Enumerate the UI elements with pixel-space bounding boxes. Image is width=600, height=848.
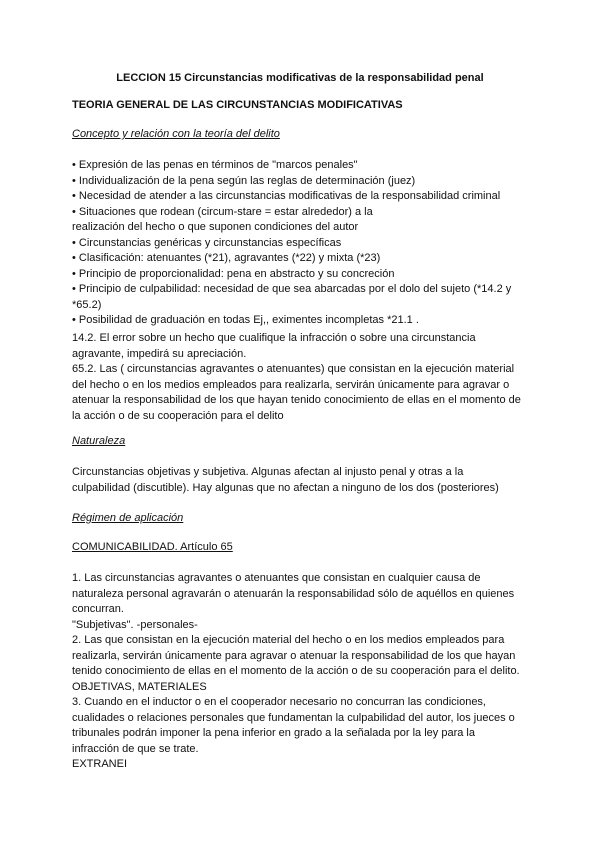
list-item: • Principio de proporcionalidad: pena en abstracto y su concreción: [72, 267, 395, 280]
text-line: "Subjetivas". -personales-: [72, 618, 198, 631]
text-line: tenido conocimiento de ellas en el momento de la acción o de su cooperación para el delito.: [72, 665, 520, 677]
text-line: 65.2. Las ( circunstancias agravantes o atenuantes) que consistan en la ejecución material: [72, 363, 515, 375]
text-line: del hecho o en los medios empleados para realizarla, servirán únicamente para agravar o: [72, 378, 510, 391]
bullet-list: [72, 158, 542, 329]
text-line: 14.2. El error sobre un hecho que cualifique la infracción o sobre una circunstancia: [72, 332, 476, 344]
list-item: • Expresión de las penas en términos de "marcos penales": [72, 159, 358, 171]
text-line: 1. Las circunstancias agravantes o atenuantes que consistan en cualquier causa de: [72, 572, 481, 584]
list-item: • Situaciones que rodean (circum-stare = estar alrededor) a la: [72, 205, 373, 218]
text-line: culpabilidad (discutible). Hay algunas que no afectan a ninguno de los dos (posteriores): [72, 481, 499, 494]
text-line: infracción de que se trate.: [72, 742, 199, 755]
subtitle-naturaleza: Naturaleza: [72, 435, 126, 447]
document-title: LECCION 15 Circunstancias modificativas de la responsabilidad penal: [116, 72, 484, 84]
list-item: *65.2): [72, 298, 102, 311]
naturaleza-paragraph: [72, 465, 542, 496]
list-item: • Posibilidad de graduación en todas Ej,, eximentes incompletas *21.1 .: [72, 314, 419, 326]
text-line: realizarla, servirán únicamente para agravar o atenuar la responsabilidad de los que hayan: [72, 649, 516, 662]
list-item: • Necesidad de atender a las circunstancias modificativas de la responsabilidad criminal: [72, 190, 501, 202]
article-heading: COMUNICABILIDAD. Artículo 65: [72, 541, 233, 553]
text-line: 3. Cuando en el inductor o en el cooperador necesario no concurran las condiciones,: [72, 696, 486, 708]
text-line: naturaleza personal agravarán o atenuarán la responsabilidad sólo de aquéllos en quienes: [72, 587, 515, 600]
list-item: • Clasificación: atenuantes (*21), agravantes (*22) y mixta (*23): [72, 252, 381, 264]
list-item: realización del hecho o que suponen condiciones del autor: [72, 221, 359, 233]
text-line: tribunales podrán imponer la pena inferior en grado a la señalada por la ley para la: [72, 727, 475, 739]
list-item: • Circunstancias genéricas y circunstancias específicas: [72, 236, 342, 249]
section-heading: TEORIA GENERAL DE LAS CIRCUNSTANCIAS MODIFICATIVAS: [72, 99, 403, 111]
text-line: concurran.: [72, 603, 124, 615]
text-line: EXTRANEI: [72, 758, 128, 770]
text-line: cualidades o relaciones personales que fundamentan la culpabilidad del autor, los jueces o: [72, 711, 515, 724]
text-line: la acción o de su cooperación para el delito: [72, 409, 284, 422]
text-line: atenuar la responsabilidad de los que hayan tenido conocimiento de ellas en el momento de: [72, 394, 521, 406]
list-item: • Individualización de la pena según las reglas de determinación (juez): [72, 174, 416, 187]
text-line: 2. Las que consistan en la ejecución material del hecho o en los medios empleados para: [72, 634, 505, 646]
text-line: agravante, impedirá su apreciación.: [72, 347, 247, 360]
text-line: Circunstancias objetivas y subjetiva. Algunas afectan al injusto penal y otras a la: [72, 466, 464, 478]
article-quotes: [72, 331, 542, 424]
subtitle-regimen: Régimen de aplicación: [72, 512, 184, 524]
list-item: • Principio de culpabilidad: necesidad de que sea abarcadas por el dolo del sujeto (*14.2 y: [72, 283, 512, 295]
text-line: OBJETIVAS, MATERIALES: [72, 680, 207, 693]
regimen-paragraph: [72, 571, 542, 773]
subtitle-concepto: Concepto y relación con la teoría del delito: [72, 128, 280, 140]
